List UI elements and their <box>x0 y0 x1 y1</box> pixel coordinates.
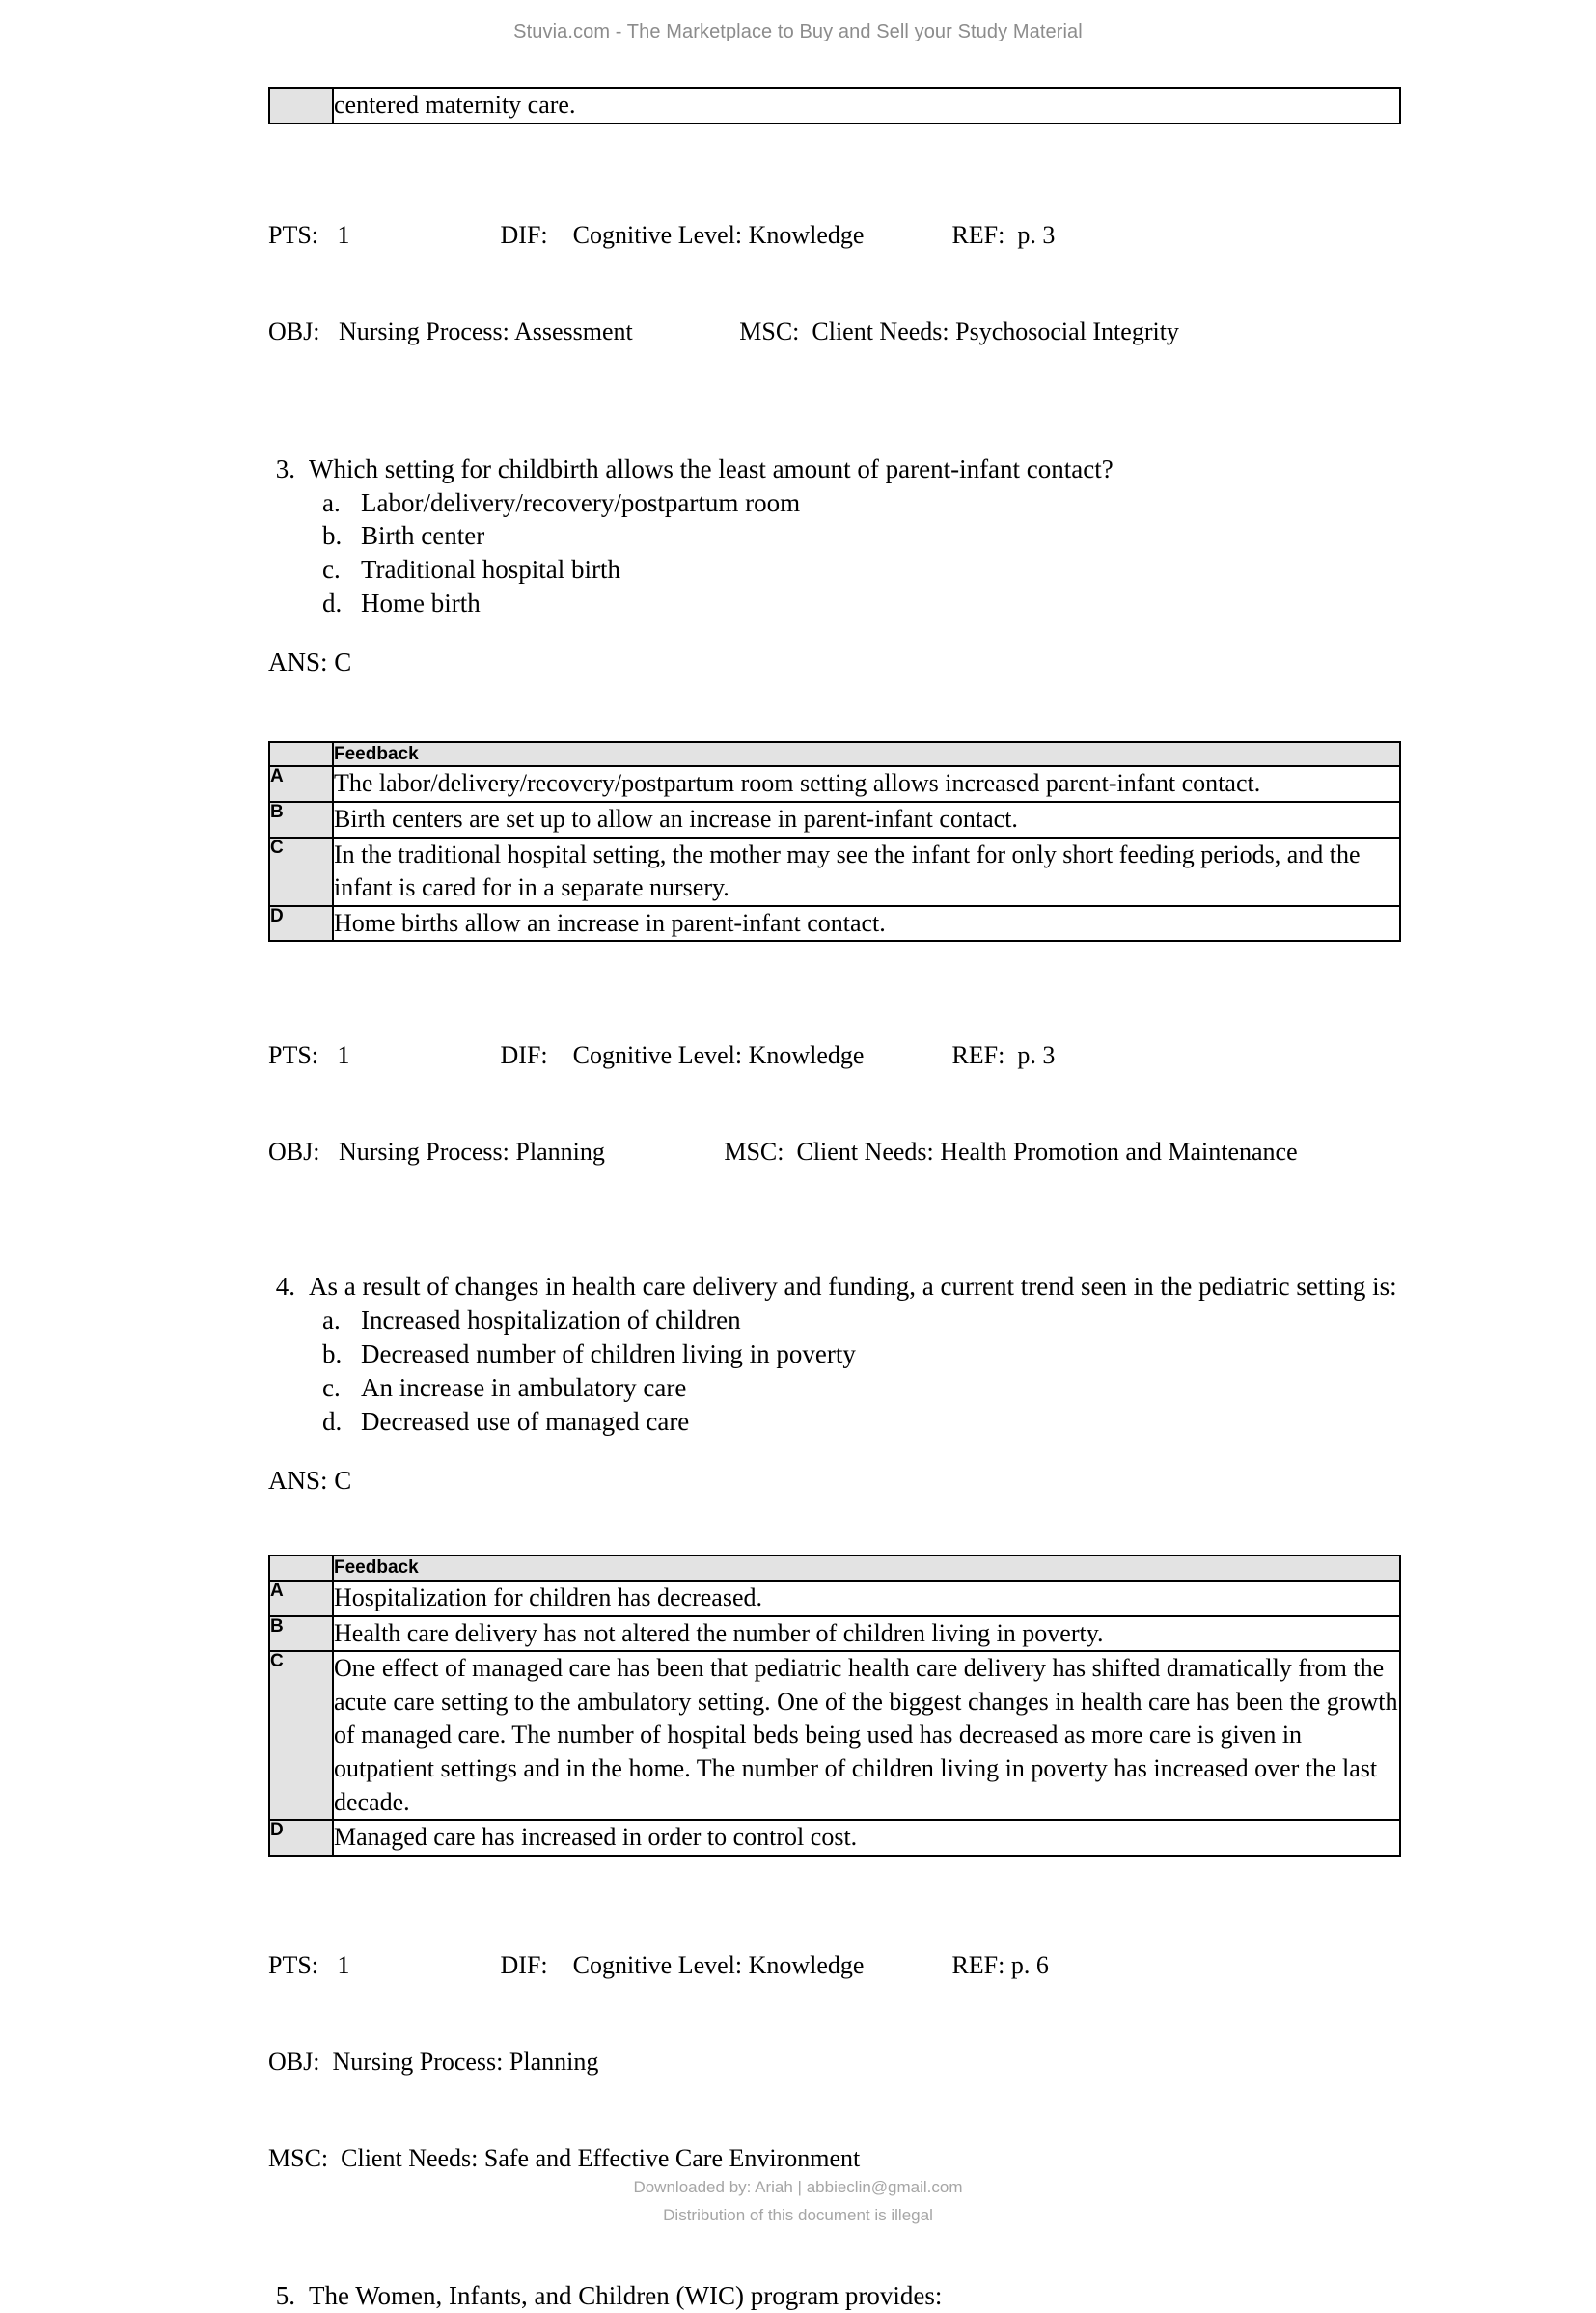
option-text: An increase in ambulatory care <box>361 1372 687 1402</box>
metadata-line-msc: MSC: Client Needs: Safe and Effective Care Environment <box>268 2143 861 2172</box>
table-row <box>269 1581 1400 1616</box>
option-letter: b. <box>322 1339 343 1369</box>
site-banner: Stuvia.com - The Marketplace to Buy and Sell your Study Material <box>513 21 1083 42</box>
feedback-text-cell: Hospitalization for children has decreased. <box>333 1581 1400 1616</box>
table-row <box>269 838 1400 906</box>
question-4-option-c[interactable] <box>268 1371 1401 1405</box>
feedback-header-label: Feedback <box>333 742 1400 767</box>
feedback-label-cell: C <box>269 1651 333 1820</box>
feedback-header-blank <box>269 742 333 767</box>
question-5-stem <box>268 2279 1401 2313</box>
question-4-stem <box>268 1270 1401 1304</box>
page-footer <box>0 2173 1596 2231</box>
feedback-text-cell: Managed care has increased in order to control cost. <box>333 1820 1400 1856</box>
footer-distribution-notice: Distribution of this document is illegal <box>663 2206 933 2225</box>
option-letter: a. <box>322 1306 341 1335</box>
feedback-label-cell: A <box>269 1581 333 1616</box>
option-letter: d. <box>322 589 343 619</box>
question-4-number: 4. <box>275 1272 295 1302</box>
table-row <box>269 802 1400 838</box>
feedback-text-cell: One effect of managed care has been that pediatric health care delivery has shifted dramatically from the acute care setting to the ambulatory setting. One of the biggest changes in health care has been the growth of managed care. The number of hospital beds being used has decreased as more care is given in outpatient settings and in the home. The number of children living in poverty has increased over the last decade. <box>333 1651 1400 1820</box>
feedback-header-row <box>269 742 1400 767</box>
feedback-label-cell: B <box>269 1616 333 1652</box>
feedback-label-cell: A <box>269 766 333 802</box>
option-letter: b. <box>322 521 343 551</box>
metadata-line-pts-dif-ref: PTS: 1 DIF: Cognitive Level: Knowledge REF: p. 3 <box>268 1040 1056 1069</box>
document-content <box>268 87 1401 2313</box>
option-letter: d. <box>322 1406 343 1436</box>
option-letter: a. <box>322 487 341 517</box>
table-row <box>269 1651 1400 1820</box>
question-4 <box>268 1270 1401 1497</box>
feedback-text-cell: The labor/delivery/recovery/postpartum room setting allows increased parent-infant contact. <box>333 766 1400 802</box>
metadata-line-obj-msc: OBJ: Nursing Process: Planning MSC: Client Needs: Health Promotion and Maintenance <box>268 1137 1298 1166</box>
question-5 <box>268 2279 1401 2313</box>
question-3-number: 3. <box>275 454 295 483</box>
feedback-table-q3 <box>268 741 1401 943</box>
question-5-text: The Women, Infants, and Children (WIC) program provides: <box>309 2280 943 2310</box>
metadata-line-pts-dif-ref: PTS: 1 DIF: Cognitive Level: Knowledge REF: p. 6 <box>268 1951 1049 1980</box>
feedback-header-row <box>269 1556 1400 1581</box>
metadata-line-obj: OBJ: Nursing Process: Planning <box>268 2048 599 2077</box>
question-4-option-a[interactable] <box>268 1304 1401 1337</box>
feedback-header-label: Feedback <box>333 1556 1400 1581</box>
continued-feedback-table <box>268 87 1401 124</box>
option-text: Traditional hospital birth <box>361 555 620 585</box>
question-4-text: As a result of changes in health care delivery and funding, a current trend seen in the pediatric setting is: <box>309 1272 1397 1302</box>
metadata-line-obj-msc: OBJ: Nursing Process: Assessment MSC: Client Needs: Psychosocial Integrity <box>268 317 1179 345</box>
option-text: Increased hospitalization of children <box>361 1306 741 1335</box>
question-3-option-c[interactable] <box>268 553 1401 587</box>
question-5-number: 5. <box>275 2280 295 2310</box>
question-3-answer: ANS: C <box>268 647 352 676</box>
feedback-text-cell: centered maternity care. <box>333 88 1400 124</box>
table-row <box>269 906 1400 942</box>
table-row <box>269 1820 1400 1856</box>
option-text: Home birth <box>361 589 481 619</box>
option-text: Decreased number of children living in poverty <box>361 1339 856 1369</box>
metadata-block-q2 <box>268 155 1401 412</box>
metadata-block-q3 <box>268 975 1401 1231</box>
table-row <box>269 1616 1400 1652</box>
option-text: Labor/delivery/recovery/postpartum room <box>361 487 801 517</box>
feedback-label-cell: B <box>269 802 333 838</box>
table-row <box>269 766 1400 802</box>
feedback-label-cell: D <box>269 906 333 942</box>
feedback-text-cell: Home births allow an increase in parent-infant contact. <box>333 906 1400 942</box>
question-3 <box>268 453 1401 679</box>
question-3-text: Which setting for childbirth allows the least amount of parent-infant contact? <box>309 454 1114 483</box>
feedback-header-blank <box>269 1556 333 1581</box>
table-row <box>269 88 1400 124</box>
question-4-answer: ANS: C <box>268 1465 352 1495</box>
question-4-option-d[interactable] <box>268 1405 1401 1439</box>
question-3-stem <box>268 453 1401 486</box>
question-3-option-d[interactable] <box>268 587 1401 620</box>
footer-downloaded-by: Downloaded by: Ariah | abbieclin@gmail.com <box>633 2177 963 2196</box>
question-3-option-a[interactable] <box>268 486 1401 520</box>
feedback-text-cell: Health care delivery has not altered the number of children living in poverty. <box>333 1616 1400 1652</box>
option-letter: c. <box>322 1372 341 1402</box>
feedback-text-cell: In the traditional hospital setting, the mother may see the infant for only short feeding periods, and the infant is cared for in a separate nursery. <box>333 838 1400 906</box>
feedback-label-cell: D <box>269 1820 333 1856</box>
feedback-table-q4 <box>268 1555 1401 1856</box>
metadata-line-pts-dif-ref: PTS: 1 DIF: Cognitive Level: Knowledge REF: p. 3 <box>268 221 1056 250</box>
feedback-label-cell <box>269 88 333 124</box>
option-letter: c. <box>322 555 341 585</box>
question-3-option-b[interactable] <box>268 519 1401 553</box>
feedback-label-cell: C <box>269 838 333 906</box>
option-text: Birth center <box>361 521 485 551</box>
question-4-option-b[interactable] <box>268 1337 1401 1371</box>
feedback-text-cell: Birth centers are set up to allow an increase in parent-infant contact. <box>333 802 1400 838</box>
option-text: Decreased use of managed care <box>361 1406 690 1436</box>
